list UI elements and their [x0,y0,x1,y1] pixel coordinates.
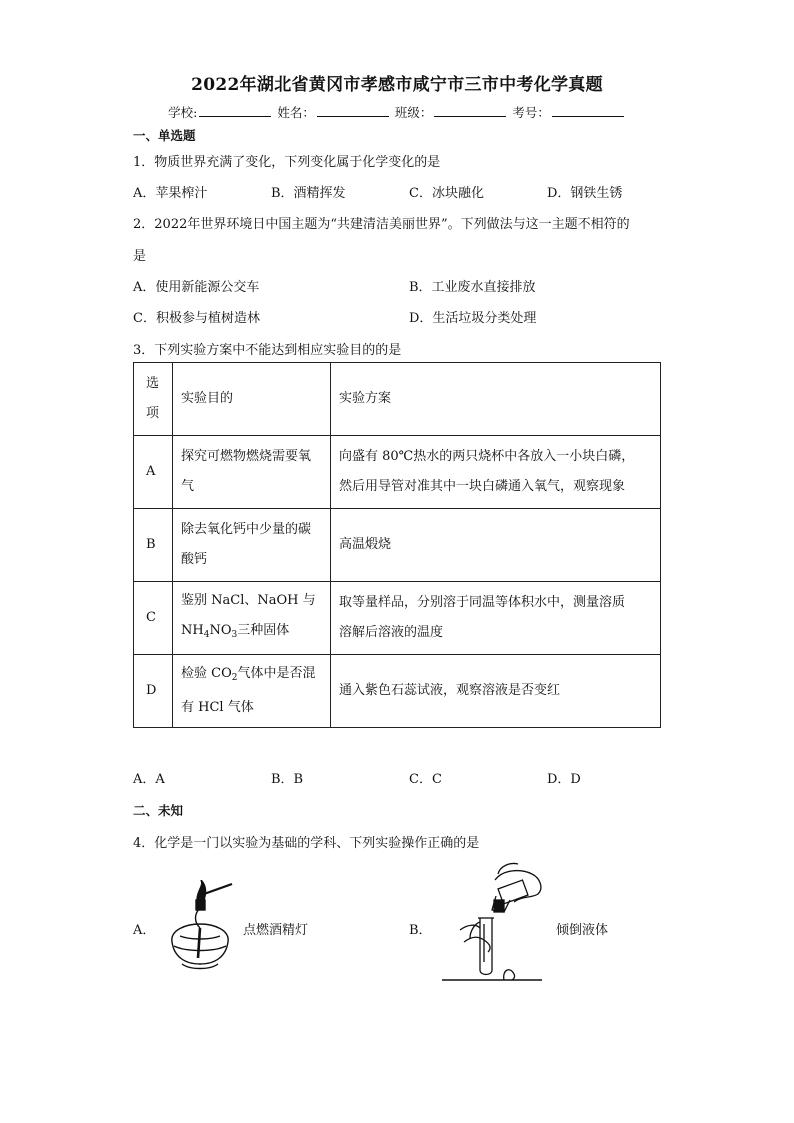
question-4-option-a-label[interactable]: A． [133,923,156,938]
table-row [134,655,661,728]
table-header-row [134,363,661,436]
row-plan-line2: 然后用导管对准其中一块白磷通入氧气，观察现象 [339,479,626,494]
row-plan-cell [331,436,661,509]
formula-part: 三种固体 [237,623,290,638]
exam-number-blank[interactable] [552,104,624,117]
question-4-option-b-label[interactable]: B． [409,923,432,938]
formula-subscript: 3 [231,630,238,640]
name-label: 姓名： [277,105,315,120]
row-plan-line1: 取等量样品，分别溶于同温等体积水中，测量溶质 [339,595,626,610]
question-1-option-a[interactable]: A．苹果榨汁 [133,186,208,201]
header-option-char2: 项 [146,406,160,421]
row-plan-cell: 高温煅烧 [331,509,661,582]
row-goal-cell [173,436,331,509]
question-2-option-c[interactable]: C．积极参与植树造林 [133,311,260,326]
table-row [134,582,661,655]
school-blank[interactable] [199,104,271,117]
student-info-line [0,103,794,121]
row-goal-line1: 除去氧化钙中少量的碳 [181,522,312,537]
formula-part: NO [209,623,232,638]
row-option-cell: D [134,655,173,728]
question-3-option-c[interactable]: C．C [409,772,442,787]
row-goal-cell [173,509,331,582]
formula-subscript: 2 [231,673,238,683]
question-3-option-b[interactable]: B．B [271,772,304,787]
question-3-option-a[interactable]: A．A [133,772,165,787]
header-goal-cell: 实验目的 [173,363,331,436]
row-plan-cell [331,582,661,655]
row-goal-cell [173,582,331,655]
page-title: 2022年湖北省黄冈市孝感市咸宁市三市中考化学真题 [191,75,603,95]
header-option-char1: 选 [146,376,160,391]
row-goal-line1: 鉴别 NaCl、NaOH 与 [181,593,316,608]
question-2-option-a[interactable]: A．使用新能源公交车 [133,280,260,295]
row-option-cell: C [134,582,173,655]
header-option-cell [134,363,173,436]
header-plan-cell: 实验方案 [331,363,661,436]
formula-part: 检验 CO [181,666,232,681]
question-1-option-b[interactable]: B．酒精挥发 [271,186,346,201]
row-goal-cell [173,655,331,728]
class-label: 班级： [394,105,433,120]
alcohol-lamp-illustration [160,880,240,975]
row-plan-cell: 通入紫色石蕊试液，观察溶液是否变红 [331,655,661,728]
question-1-option-d[interactable]: D．钢铁生锈 [547,186,623,201]
row-goal-line2: 酸钙 [181,552,208,567]
question-2-stem-line1: 2．2022年世界环境日中国主题为“共建清洁美丽世界”。下列做法与这一主题不相符的 [133,217,630,232]
question-4-option-a-caption: 点燃酒精灯 [243,923,309,938]
question-2-option-d[interactable]: D．生活垃圾分类处理 [409,311,537,326]
question-2-stem-line2: 是 [133,249,147,264]
question-2-option-b[interactable]: B．工业废水直接排放 [409,280,536,295]
question-1-option-c[interactable]: C．冰块融化 [409,186,484,201]
row-plan-line2: 溶解后溶液的温度 [339,625,444,640]
row-option-cell: A [134,436,173,509]
row-plan-line1: 向盛有 80℃热水的两只烧杯中各放入一小块白磷， [339,449,635,464]
row-goal-line1: 探究可燃物燃烧需要氧 [181,449,312,464]
formula-part: NH [181,623,204,638]
row-goal-line1 [181,659,322,693]
question-4-option-b-caption: 倾倒液体 [556,923,609,938]
exam-number-label: 考号： [512,105,550,120]
row-option-cell: B [134,509,173,582]
formula-subscript: 4 [203,630,210,640]
section-heading-unknown: 二、未知 [133,803,184,818]
row-goal-line2: 有 HCl 气体 [181,700,254,715]
section-heading-single-choice: 一、单选题 [133,128,196,143]
question-1-stem: 1．物质世界充满了变化，下列变化属于化学变化的是 [133,155,441,170]
question-3-option-d[interactable]: D．D [547,772,581,787]
formula-part: 气体中是否混 [237,666,316,681]
question-3-stem: 3．下列实验方案中不能达到相应实验目的的是 [133,343,402,358]
row-goal-line2 [181,616,322,650]
row-goal-line2: 气 [181,479,195,494]
table-row [134,509,661,582]
class-blank[interactable] [434,104,506,117]
name-blank[interactable] [317,104,389,117]
school-label: 学校: [168,105,198,120]
table-row [134,436,661,509]
pouring-liquid-illustration [440,862,550,987]
experiment-table [133,362,661,728]
question-4-stem: 4．化学是一门以实验为基础的学科、下列实验操作正确的是 [133,836,480,851]
